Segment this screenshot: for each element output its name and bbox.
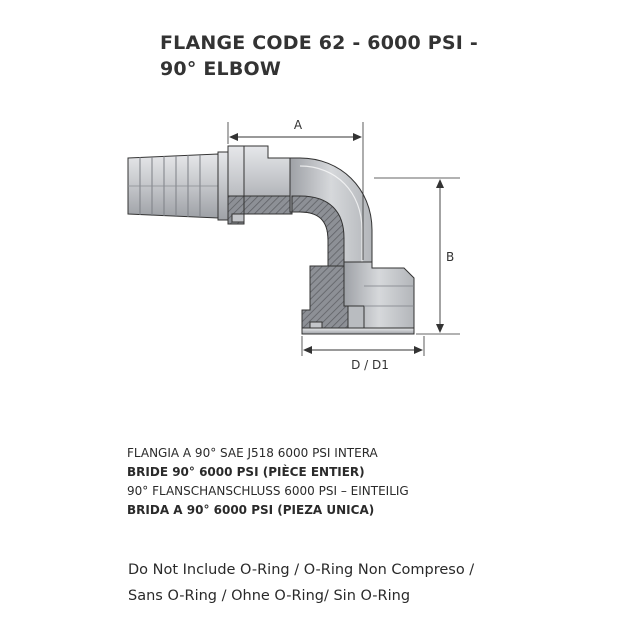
- title-line-1: FLANGE CODE 62 - 6000 PSI -: [160, 32, 478, 54]
- oring-note-line-1: Do Not Include O-Ring / O-Ring Non Compreso /: [128, 562, 475, 578]
- description-line-fr: BRIDE 90° 6000 PSI (PIÈCE ENTIER): [127, 465, 365, 479]
- description-line-de: 90° FLANSCHANSCHLUSS 6000 PSI – EINTEILIG: [127, 484, 409, 498]
- flange-head: [302, 262, 414, 334]
- title-line-2: 90° ELBOW: [160, 58, 282, 80]
- dimension-d-label: D / D1: [351, 358, 389, 372]
- dimension-a-label: A: [293, 118, 303, 132]
- oring-note-line-2: Sans O-Ring / Ohne O-Ring/ Sin O-Ring: [128, 588, 411, 604]
- description-block: [127, 444, 587, 520]
- page-title: [160, 30, 580, 82]
- oring-note: [128, 557, 608, 609]
- dimension-b-label: B: [446, 250, 455, 264]
- description-line-es: BRIDA A 90° 6000 PSI (PIEZA UNICA): [127, 503, 375, 517]
- elbow-fitting-drawing: [0, 100, 640, 380]
- elbow-tube: [290, 158, 372, 266]
- hose-tail: [128, 154, 218, 218]
- nut-body: [218, 146, 292, 224]
- description-line-it: FLANGIA A 90° SAE J518 6000 PSI INTERA: [127, 446, 378, 460]
- dimension-d: [302, 336, 424, 372]
